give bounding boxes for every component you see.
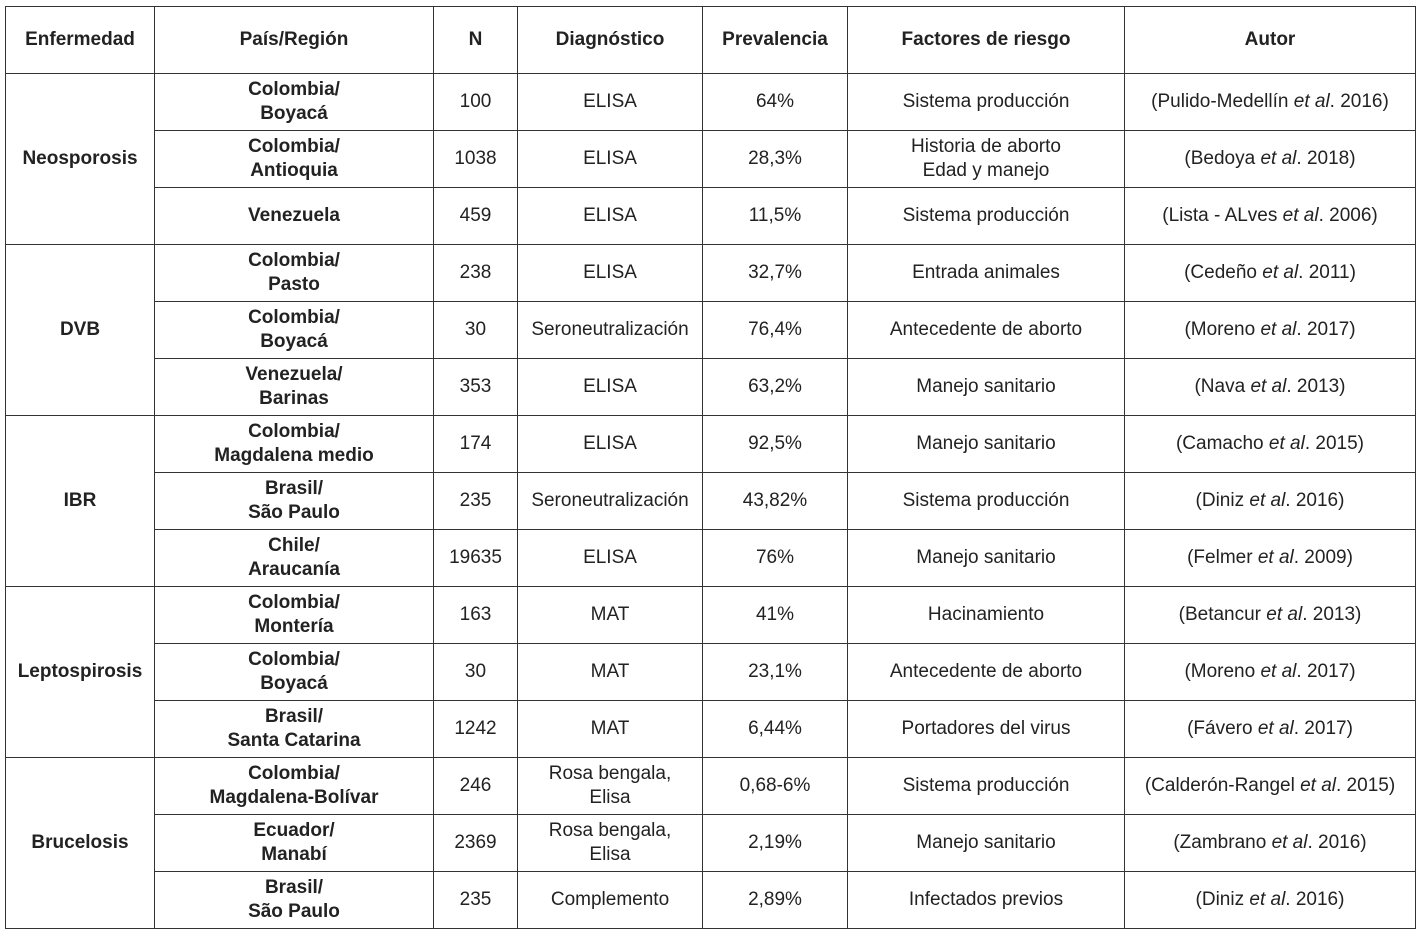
table-container xyxy=(5,6,1416,929)
prevalencia-cell: 43,82% xyxy=(703,473,848,530)
cell-line: Sistema producción xyxy=(902,490,1070,511)
cell-line: Manejo sanitario xyxy=(916,376,1056,397)
region-cell xyxy=(155,701,434,758)
author-etal: et al xyxy=(1260,661,1297,682)
table-row xyxy=(6,302,1416,359)
cell-line: Colombia/ xyxy=(248,79,340,100)
author-etal: et al xyxy=(1266,604,1303,625)
autor-cell xyxy=(1125,74,1416,131)
region-cell xyxy=(155,359,434,416)
cell-line: ELISA xyxy=(583,433,637,454)
cell-line: Antecedente de aborto xyxy=(889,319,1083,340)
author-year: . 2013) xyxy=(1286,376,1346,397)
cell-line: ELISA xyxy=(583,148,637,169)
cell-line: Antecedente de aborto xyxy=(889,661,1083,682)
cell-line: Araucanía xyxy=(248,559,340,580)
prevalencia-cell: 11,5% xyxy=(703,188,848,245)
author-year: . 2016) xyxy=(1329,91,1389,112)
author-etal: et al xyxy=(1282,205,1319,226)
diagnostico-cell xyxy=(518,359,703,416)
table-row xyxy=(6,131,1416,188)
author-etal: et al xyxy=(1268,433,1305,454)
cell-line: Magdalena medio xyxy=(214,445,374,466)
cell-line: Brasil/ xyxy=(264,877,324,898)
diagnostico-cell xyxy=(518,701,703,758)
prevalencia-cell: 92,5% xyxy=(703,416,848,473)
n-cell: 2369 xyxy=(434,815,518,872)
cell-line: Sistema producción xyxy=(902,205,1070,226)
author-year: . 2017) xyxy=(1296,661,1356,682)
autor-cell xyxy=(1125,302,1416,359)
cell-line: Colombia/ xyxy=(248,763,340,784)
cell-line: MAT xyxy=(590,661,630,682)
diagnostico-cell xyxy=(518,302,703,359)
cell-line: Colombia/ xyxy=(248,421,340,442)
cell-line: Colombia/ xyxy=(248,592,340,613)
table-row xyxy=(6,644,1416,701)
cell-line: Hacinamiento xyxy=(927,604,1045,625)
author-name: (Diniz xyxy=(1195,490,1245,511)
prevalence-table xyxy=(5,6,1416,929)
region-cell xyxy=(155,74,434,131)
author-etal: et al xyxy=(1271,832,1308,853)
author-year: . 2016) xyxy=(1285,889,1345,910)
header-pais-region: País/Región xyxy=(155,7,434,74)
author-name: (Fávero xyxy=(1187,718,1253,739)
diagnostico-cell xyxy=(518,188,703,245)
region-cell xyxy=(155,302,434,359)
factores-cell xyxy=(848,245,1125,302)
n-cell: 19635 xyxy=(434,530,518,587)
n-cell: 459 xyxy=(434,188,518,245)
author-name: (Pulido-Medellín xyxy=(1151,91,1289,112)
cell-line: Colombia/ xyxy=(248,250,340,271)
table-row xyxy=(6,473,1416,530)
table-row xyxy=(6,188,1416,245)
region-cell xyxy=(155,644,434,701)
diagnostico-cell xyxy=(518,587,703,644)
autor-cell xyxy=(1125,131,1416,188)
cell-line: ELISA xyxy=(583,547,637,568)
table-row xyxy=(6,530,1416,587)
author-name: (Felmer xyxy=(1187,547,1253,568)
cell-line: Manejo sanitario xyxy=(916,433,1056,454)
cell-line: Rosa bengala, xyxy=(548,763,672,784)
prevalencia-cell: 6,44% xyxy=(703,701,848,758)
cell-line: Magdalena-Bolívar xyxy=(209,787,379,808)
diagnostico-cell xyxy=(518,473,703,530)
factores-cell xyxy=(848,701,1125,758)
author-etal: et al xyxy=(1260,148,1297,169)
prevalencia-cell: 76,4% xyxy=(703,302,848,359)
author-name: (Calderón-Rangel xyxy=(1144,775,1295,796)
n-cell: 235 xyxy=(434,473,518,530)
cell-line: Historia de aborto xyxy=(911,136,1061,157)
cell-line: ELISA xyxy=(583,376,637,397)
factores-cell xyxy=(848,416,1125,473)
author-year: . 2006) xyxy=(1318,205,1378,226)
cell-line: Manejo sanitario xyxy=(916,832,1056,853)
prevalencia-cell: 2,89% xyxy=(703,872,848,929)
diagnostico-cell xyxy=(518,815,703,872)
table-row xyxy=(6,359,1416,416)
header-prevalencia: Prevalencia xyxy=(703,7,848,74)
table-row xyxy=(6,872,1416,929)
table-row xyxy=(6,416,1416,473)
autor-cell xyxy=(1125,530,1416,587)
cell-line: Ecuador/ xyxy=(253,820,335,841)
cell-line: Sistema producción xyxy=(902,775,1070,796)
author-etal: et al xyxy=(1300,775,1336,796)
prevalencia-cell: 32,7% xyxy=(703,245,848,302)
n-cell: 1242 xyxy=(434,701,518,758)
disease-cell: Brucelosis xyxy=(6,758,155,929)
factores-cell xyxy=(848,302,1125,359)
n-cell: 353 xyxy=(434,359,518,416)
region-cell xyxy=(155,245,434,302)
cell-line: Edad y manejo xyxy=(922,160,1050,181)
header-diagnostico: Diagnóstico xyxy=(518,7,703,74)
n-cell: 174 xyxy=(434,416,518,473)
cell-line: Boyacá xyxy=(260,331,328,352)
cell-line: Venezuela xyxy=(248,205,340,226)
cell-line: Manejo sanitario xyxy=(916,547,1056,568)
n-cell: 235 xyxy=(434,872,518,929)
autor-cell xyxy=(1125,587,1416,644)
cell-line: Elisa xyxy=(589,844,631,865)
diagnostico-cell xyxy=(518,131,703,188)
autor-cell xyxy=(1125,644,1416,701)
author-name: (Lista - ALves xyxy=(1162,205,1278,226)
author-year: . 2017) xyxy=(1293,718,1353,739)
cell-line: Antioquia xyxy=(250,160,338,181)
author-etal: et al xyxy=(1260,319,1297,340)
n-cell: 30 xyxy=(434,644,518,701)
n-cell: 1038 xyxy=(434,131,518,188)
disease-cell: IBR xyxy=(6,416,155,587)
disease-cell: DVB xyxy=(6,245,155,416)
factores-cell xyxy=(848,359,1125,416)
cell-line: Portadores del virus xyxy=(901,718,1071,739)
factores-cell xyxy=(848,758,1125,815)
cell-line: Brasil/ xyxy=(264,478,324,499)
author-etal: et al xyxy=(1249,490,1286,511)
diagnostico-cell xyxy=(518,644,703,701)
n-cell: 30 xyxy=(434,302,518,359)
prevalencia-cell: 64% xyxy=(703,74,848,131)
autor-cell xyxy=(1125,701,1416,758)
autor-cell xyxy=(1125,359,1416,416)
author-name: (Cedeño xyxy=(1184,262,1257,283)
cell-line: Entrada animales xyxy=(912,262,1060,283)
table-row xyxy=(6,587,1416,644)
factores-cell xyxy=(848,131,1125,188)
diagnostico-cell xyxy=(518,530,703,587)
table-row xyxy=(6,815,1416,872)
cell-line: Colombia/ xyxy=(248,649,340,670)
header-autor: Autor xyxy=(1125,7,1416,74)
region-cell xyxy=(155,473,434,530)
author-year: . 2017) xyxy=(1296,319,1356,340)
table-row xyxy=(6,758,1416,815)
factores-cell xyxy=(848,74,1125,131)
diagnostico-cell xyxy=(518,245,703,302)
cell-line: Elisa xyxy=(589,787,631,808)
author-name: (Zambrano xyxy=(1173,832,1267,853)
cell-line: São Paulo xyxy=(248,502,340,523)
cell-line: ELISA xyxy=(583,262,637,283)
cell-line: Boyacá xyxy=(260,103,328,124)
region-cell xyxy=(155,758,434,815)
table-row xyxy=(6,74,1416,131)
factores-cell xyxy=(848,644,1125,701)
author-year: . 2011) xyxy=(1298,262,1356,283)
cell-line: Complemento xyxy=(550,889,670,910)
cell-line: Santa Catarina xyxy=(227,730,361,751)
header-enfermedad: Enfermedad xyxy=(6,7,155,74)
factores-cell xyxy=(848,473,1125,530)
author-name: (Bedoya xyxy=(1184,148,1256,169)
author-name: (Diniz xyxy=(1195,889,1245,910)
factores-cell xyxy=(848,587,1125,644)
cell-line: Rosa bengala, xyxy=(548,820,672,841)
factores-cell xyxy=(848,815,1125,872)
diagnostico-cell xyxy=(518,74,703,131)
author-year: . 2009) xyxy=(1293,547,1353,568)
author-etal: et al xyxy=(1257,718,1294,739)
author-year: . 2015) xyxy=(1336,775,1396,796)
prevalencia-cell: 0,68-6% xyxy=(703,758,848,815)
author-year: . 2016) xyxy=(1307,832,1367,853)
header-row xyxy=(6,7,1416,74)
factores-cell xyxy=(848,188,1125,245)
author-name: (Betancur xyxy=(1178,604,1261,625)
prevalencia-cell: 63,2% xyxy=(703,359,848,416)
cell-line: Infectados previos xyxy=(908,889,1064,910)
cell-line: Venezuela/ xyxy=(245,364,343,385)
autor-cell xyxy=(1125,872,1416,929)
disease-cell: Neosporosis xyxy=(6,74,155,245)
region-cell xyxy=(155,872,434,929)
cell-line: Sistema producción xyxy=(902,91,1070,112)
cell-line: ELISA xyxy=(583,91,637,112)
autor-cell xyxy=(1125,758,1416,815)
cell-line: São Paulo xyxy=(248,901,340,922)
diagnostico-cell xyxy=(518,872,703,929)
region-cell xyxy=(155,131,434,188)
factores-cell xyxy=(848,872,1125,929)
region-cell xyxy=(155,188,434,245)
region-cell xyxy=(155,530,434,587)
region-cell xyxy=(155,416,434,473)
author-year: . 2018) xyxy=(1296,148,1356,169)
author-etal: et al xyxy=(1262,262,1299,283)
author-year: . 2013) xyxy=(1302,604,1362,625)
region-cell xyxy=(155,587,434,644)
author-name: (Nava xyxy=(1194,376,1246,397)
autor-cell xyxy=(1125,188,1416,245)
prevalencia-cell: 23,1% xyxy=(703,644,848,701)
prevalencia-cell: 41% xyxy=(703,587,848,644)
author-name: (Moreno xyxy=(1184,319,1256,340)
author-etal: et al xyxy=(1293,91,1330,112)
diagnostico-cell xyxy=(518,758,703,815)
autor-cell xyxy=(1125,473,1416,530)
cell-line: MAT xyxy=(590,604,630,625)
cell-line: Pasto xyxy=(268,274,320,295)
n-cell: 163 xyxy=(434,587,518,644)
region-cell xyxy=(155,815,434,872)
cell-line: Seroneutralización xyxy=(531,319,689,340)
cell-line: Chile/ xyxy=(268,535,320,556)
header-n: N xyxy=(434,7,518,74)
cell-line: ELISA xyxy=(583,205,637,226)
n-cell: 238 xyxy=(434,245,518,302)
autor-cell xyxy=(1125,815,1416,872)
table-body xyxy=(6,74,1416,929)
cell-line: Seroneutralización xyxy=(531,490,689,511)
disease-cell: Leptospirosis xyxy=(6,587,155,758)
prevalencia-cell: 76% xyxy=(703,530,848,587)
cell-line: Brasil/ xyxy=(264,706,324,727)
author-etal: et al xyxy=(1257,547,1294,568)
cell-line: Montería xyxy=(254,616,334,637)
header-factores-riesgo: Factores de riesgo xyxy=(848,7,1125,74)
autor-cell xyxy=(1125,245,1416,302)
author-name: (Moreno xyxy=(1184,661,1256,682)
prevalencia-cell: 2,19% xyxy=(703,815,848,872)
author-year: . 2016) xyxy=(1285,490,1345,511)
n-cell: 246 xyxy=(434,758,518,815)
cell-line: Barinas xyxy=(259,388,329,409)
cell-line: Manabí xyxy=(261,844,327,865)
cell-line: MAT xyxy=(590,718,630,739)
autor-cell xyxy=(1125,416,1416,473)
author-name: (Camacho xyxy=(1175,433,1264,454)
author-year: . 2015) xyxy=(1304,433,1364,454)
author-etal: et al xyxy=(1250,376,1287,397)
cell-line: Boyacá xyxy=(260,673,328,694)
table-row xyxy=(6,245,1416,302)
cell-line: Colombia/ xyxy=(248,307,340,328)
author-etal: et al xyxy=(1249,889,1286,910)
diagnostico-cell xyxy=(518,416,703,473)
n-cell: 100 xyxy=(434,74,518,131)
factores-cell xyxy=(848,530,1125,587)
prevalencia-cell: 28,3% xyxy=(703,131,848,188)
table-row xyxy=(6,701,1416,758)
cell-line: Colombia/ xyxy=(248,136,340,157)
